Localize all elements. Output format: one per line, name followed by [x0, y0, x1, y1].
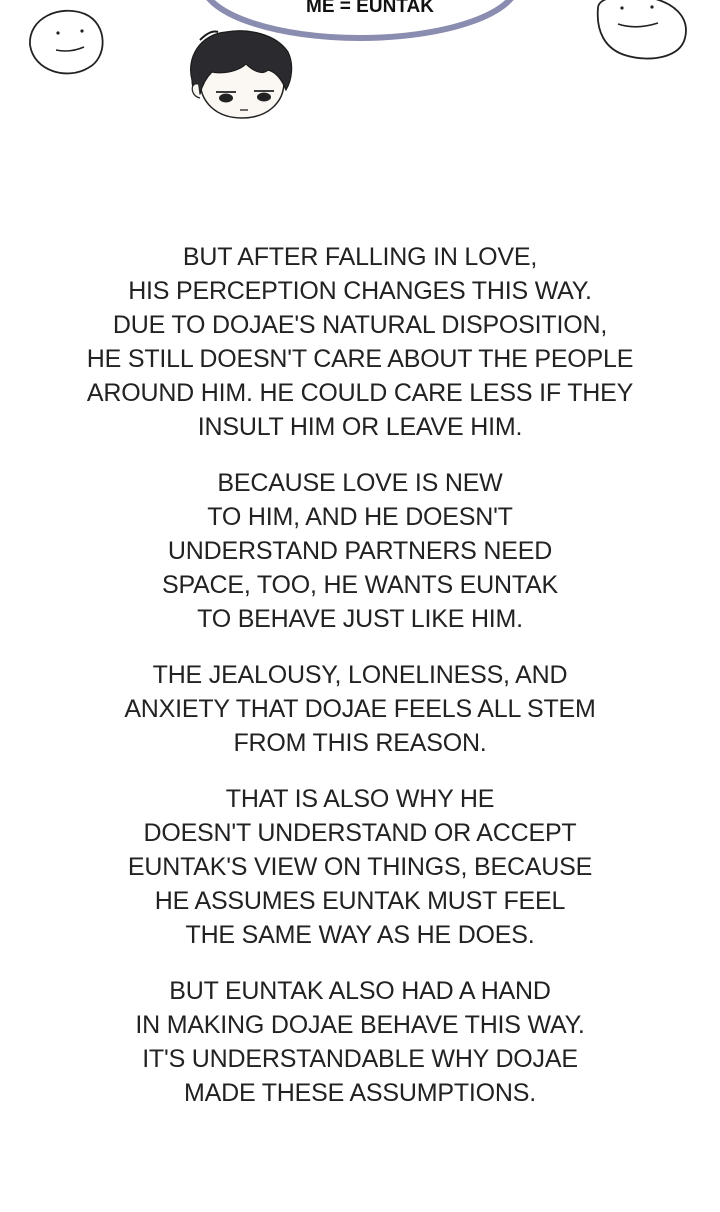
text-line: INSULT HIM OR LEAVE HIM.: [197, 413, 523, 441]
paragraph: [0, 974, 720, 1110]
text-line: HE ASSUMES EUNTAK MUST FEEL: [154, 887, 566, 915]
text-line: FROM THIS REASON.: [233, 729, 487, 757]
text-line: BUT AFTER FALLING IN LOVE,: [182, 243, 538, 271]
text-line: DOESN'T UNDERSTAND OR ACCEPT: [143, 819, 577, 847]
bubble-text: ME = EUNTAK: [306, 0, 434, 17]
paragraph: [0, 466, 720, 636]
paragraph: [0, 658, 720, 760]
paragraph: [0, 782, 720, 952]
comic-illustration: [0, 0, 720, 130]
character-head-icon: [191, 31, 292, 118]
text-line: BECAUSE LOVE IS NEW: [217, 469, 503, 497]
text-line: UNDERSTAND PARTNERS NEED: [167, 537, 553, 565]
text-line: EUNTAK'S VIEW ON THINGS, BECAUSE: [127, 853, 593, 881]
explanation-text-block: [0, 240, 720, 1132]
text-line: THAT IS ALSO WHY HE: [225, 785, 495, 813]
text-line: TO BEHAVE JUST LIKE HIM.: [197, 605, 523, 633]
text-line: IT'S UNDERSTANDABLE WHY DOJAE: [142, 1045, 578, 1073]
text-line: HIS PERCEPTION CHANGES THIS WAY.: [128, 277, 592, 305]
text-line: ANXIETY THAT DOJAE FEELS ALL STEM: [124, 695, 596, 723]
left-face-doodle-icon: [30, 11, 103, 74]
text-line: MADE THESE ASSUMPTIONS.: [184, 1079, 536, 1107]
text-line: HE STILL DOESN'T CARE ABOUT THE PEOPLE: [86, 345, 634, 373]
paragraph: [0, 240, 720, 444]
text-line: DUE TO DOJAE'S NATURAL DISPOSITION,: [112, 311, 608, 339]
text-line: SPACE, TOO, HE WANTS EUNTAK: [161, 571, 559, 599]
text-line: BUT EUNTAK ALSO HAD A HAND: [169, 977, 551, 1005]
text-line: AROUND HIM. HE COULD CARE LESS IF THEY: [86, 379, 634, 407]
text-line: THE JEALOUSY, LONELINESS, AND: [152, 661, 568, 689]
right-face-doodle-icon: [598, 0, 686, 59]
text-line: IN MAKING DOJAE BEHAVE THIS WAY.: [135, 1011, 585, 1039]
text-line: TO HIM, AND HE DOESN'T: [207, 503, 513, 531]
text-line: THE SAME WAY AS HE DOES.: [185, 921, 535, 949]
